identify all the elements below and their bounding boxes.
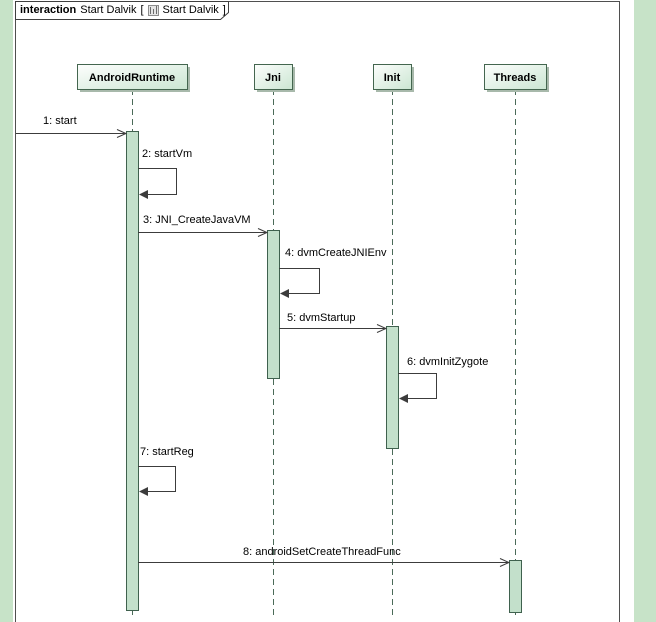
frame-open-bracket: [ [140,4,144,16]
lifeline-label-threads: Threads [493,72,537,84]
message-2-filled-arrowhead-icon [139,190,148,199]
message-3-label[interactable]: 3: JNI_CreateJavaVM [143,214,251,226]
activation-androidruntime[interactable] [127,132,139,611]
frame-ref: Start Dalvik [162,4,219,16]
lifeline-label-androidruntime: AndroidRuntime [88,72,176,84]
activation-jni[interactable] [268,231,280,379]
message-6-filled-arrowhead-icon [399,394,408,403]
frame-title: Start Dalvik [80,4,137,16]
frame-keyword: interaction [20,4,77,16]
message-5-label[interactable]: 5: dvmStartup [287,312,356,324]
sequence-diagram-icon [148,5,159,16]
message-2-label[interactable]: 2: startVm [142,148,193,160]
frame-label[interactable] [20,3,225,17]
message-4-line[interactable] [279,269,320,294]
message-1-label[interactable]: 1: start [43,115,77,127]
message-6-line[interactable] [398,374,437,399]
frame-close-bracket: ] [222,4,226,16]
message-6-label[interactable]: 6: dvmInitZygote [407,356,489,368]
message-7-label[interactable]: 7: startReg [140,446,194,458]
activation-init[interactable] [387,327,399,449]
activation-threads[interactable] [510,561,522,613]
message-7-filled-arrowhead-icon [139,487,148,496]
lifeline-label-jni: Jni [265,72,281,84]
message-7-line[interactable] [138,467,176,492]
message-4-filled-arrowhead-icon [280,289,289,298]
message-8-label[interactable]: 8: androidSetCreateThreadFunc [243,546,401,558]
lifeline-label-init: Init [383,72,401,84]
message-4-label[interactable]: 4: dvmCreateJNIEnv [285,247,387,259]
message-2-line[interactable] [138,169,177,195]
